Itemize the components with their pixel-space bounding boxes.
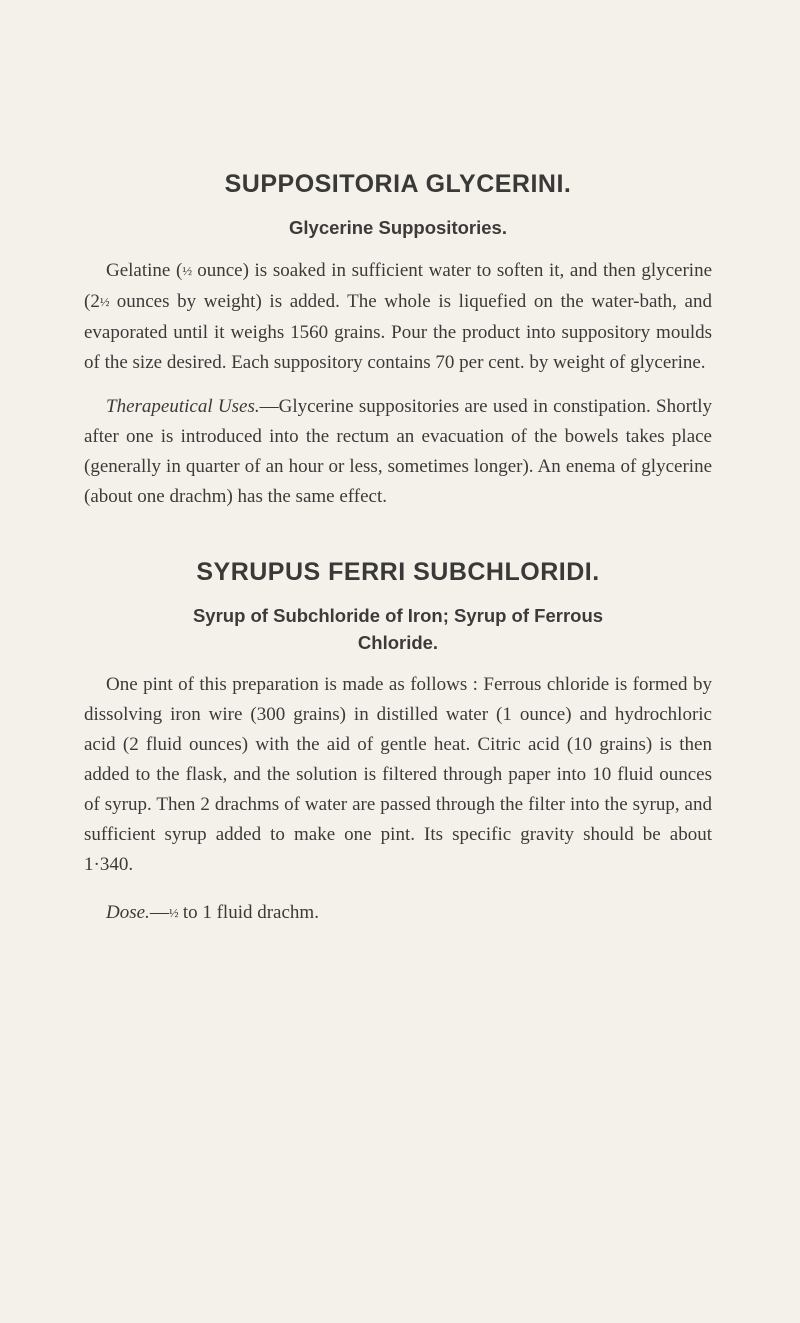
section-subtitle: Syrup of Subchloride of Iron; Syrup of Ferrous Chloride. [192,604,604,653]
preparation-paragraph: One pint of this preparation is made as follows : Ferrous chloride is formed by dissolving iron wire (300 grains) in distilled water (1 ounce) and hydrochloric acid (2 fluid ounces) with the aid of gentle heat. Citric acid (10 grains) is then added to the flask, and the solution is filtered through paper into 10 fluid ounces of syrup. Then 2 drachms of water are passed through the filter into the syrup, and sufficient syrup added to make one pint. Its specific gravity should be about 1·340. [84,674,712,876]
therapeutical-uses-paragraph: Therapeutical Uses.—Glycerine suppositories are used in constipation. Shortly after one is introduced into the rectum an evacuation of the bowels takes place (generally in quarter of an hour or less, sometimes longer). An enema of glycerine (about one drachm) has the same effect. [84,395,713,507]
paragraph-lead: Dose. [106,902,150,924]
fraction: ½ [182,262,192,278]
fraction: ½ [99,293,110,309]
paragraph-lead: Therapeutical Uses. [106,395,260,417]
section-subtitle: Glycerine Suppositories. [289,217,507,238]
section-title: SYRUPUS FERRI SUBCHLORIDI. [196,557,600,586]
fraction: ½ [168,905,179,921]
preparation-paragraph: Gelatine (½ ounce) is soaked in sufficient water to soften it, and then glycerine (2½ ounces by weight) is added. The whole is liquefied on the water-bath, and evaporated until it weighs 1560 grains. Pour the product into suppository moulds of the size desired. Each suppository contains 70 per cent. by weight of glycerine. [84,259,713,373]
section-syrupus-ferri-subchloridi [84,558,712,930]
section-title: SUPPOSITORIA GLYCERINI. [224,170,572,198]
section-suppositoria-glycerini [84,170,712,512]
dose-paragraph: Dose.—½ to 1 fluid drachm. [106,902,319,924]
